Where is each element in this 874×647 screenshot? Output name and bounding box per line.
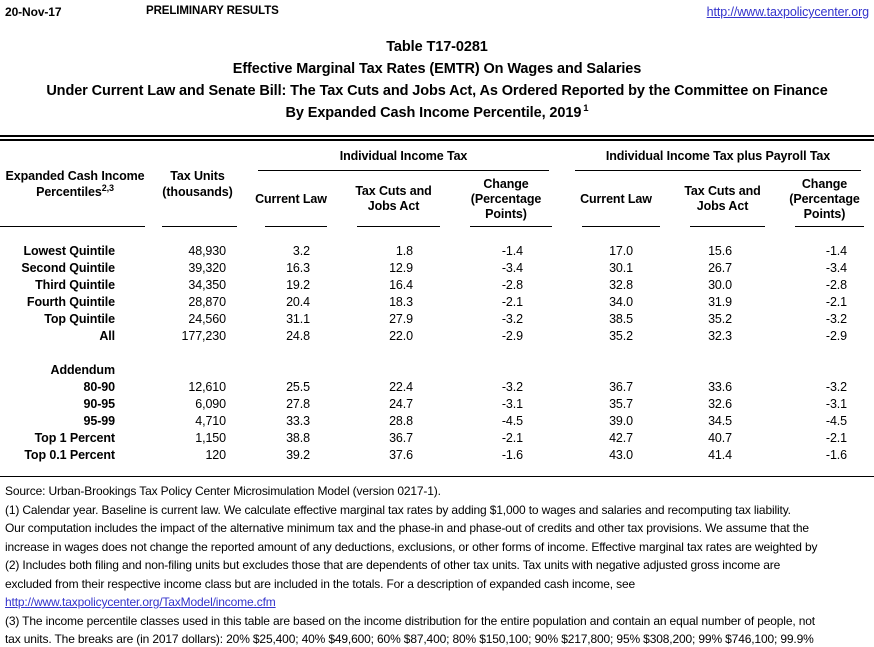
- cell: 24,560: [188, 312, 226, 326]
- col-header-tcja: Tax Cuts and Jobs Act: [337, 171, 450, 227]
- cell: 36.7: [389, 431, 413, 445]
- row-label: Second Quintile: [21, 261, 115, 275]
- cell: 25.5: [286, 380, 310, 394]
- cell: 32.3: [708, 329, 732, 343]
- row-label: Fourth Quintile: [26, 295, 115, 309]
- cell: -1.6: [825, 448, 848, 462]
- cell: 39.2: [286, 448, 310, 462]
- cell: 20.4: [286, 295, 310, 309]
- footnote-1-line: (1) Calendar year. Baseline is current law. We calculate effective marginal tax rates by adding $1,000 to wages and salaries and recomputing tax liability.: [5, 502, 791, 517]
- cell: -2.8: [825, 278, 848, 292]
- cell: 1,150: [195, 431, 226, 445]
- cell: 15.6: [708, 244, 732, 258]
- col-header-change-payroll: Change (Percentage Points): [775, 171, 874, 227]
- cell: 28,870: [188, 295, 226, 309]
- cell: 17.0: [609, 244, 633, 258]
- title-block: [0, 36, 874, 124]
- cell: 31.1: [286, 312, 310, 326]
- cell: 24.8: [286, 329, 310, 343]
- source-note: Source: Urban-Brookings Tax Policy Center Microsimulation Model (version 0217-1).: [5, 484, 441, 498]
- cell: 39,320: [188, 261, 226, 275]
- cell: 35.2: [609, 329, 633, 343]
- cell: -2.1: [825, 431, 848, 445]
- cell: 33.3: [286, 414, 310, 428]
- addendum-header-row: [0, 362, 874, 379]
- footnote-1-line: increase in wages does not change the reported amount of any deductions, exclusions, or other forms of income. Effective marginal tax rates are weighted by: [5, 539, 818, 554]
- cell: -4.5: [501, 414, 523, 428]
- cell: 3.2: [292, 244, 310, 258]
- table-row: [0, 243, 874, 260]
- cell: -3.2: [501, 312, 523, 326]
- table-subtitle-3: By Expanded Cash Income Percentile, 2019 $^1$: [285, 103, 589, 121]
- cell: 28.8: [389, 414, 413, 428]
- cell: 6,090: [195, 397, 226, 411]
- group-header-individual-income-tax: Individual Income Tax: [245, 141, 562, 171]
- cell: -2.9: [825, 329, 848, 343]
- cell: 27.8: [286, 397, 310, 411]
- cell: 37.6: [389, 448, 413, 462]
- preliminary-results-label: PRELIMINARY RESULTS: [146, 5, 279, 17]
- tax-units-header: Tax Units (thousands): [150, 141, 245, 227]
- table-number-title: Table T17-0281: [386, 39, 488, 55]
- cell: -3.1: [501, 397, 523, 411]
- cell: 31.9: [708, 295, 732, 309]
- footnote-ref-2-3: 2,3: [101, 182, 114, 193]
- cell: 33.6: [708, 380, 732, 394]
- table-row: [0, 447, 874, 464]
- top-bar: [0, 0, 874, 23]
- footnotes: [0, 477, 874, 647]
- row-label: 90-95: [83, 397, 115, 411]
- cell: 18.3: [389, 295, 413, 309]
- cell: 12.9: [389, 261, 413, 275]
- cell: 42.7: [609, 431, 633, 445]
- cell: 22.4: [389, 380, 413, 394]
- cell: -2.1: [825, 295, 848, 309]
- footnote-1-line: Our computation includes the impact of the alternative minimum tax and the phase-in and phase-out of credits and other tax provisions. We assume that the: [5, 521, 809, 535]
- cell: -1.4: [825, 244, 848, 258]
- report-date: 20-Nov-17: [5, 5, 62, 19]
- footnote-ref-1: 1: [583, 103, 589, 115]
- emtr-table: [0, 141, 874, 464]
- row-label: Lowest Quintile: [23, 244, 115, 258]
- cell: 43.0: [609, 448, 633, 462]
- cell: 27.9: [389, 312, 413, 326]
- row-label: 95-99: [83, 414, 115, 428]
- income-cfm-link[interactable]: http://www.taxpolicycenter.org/TaxModel/income.cfm: [5, 595, 276, 609]
- cell: 16.4: [389, 278, 413, 292]
- table-row: [0, 413, 874, 430]
- footnote-2-line: excluded from their respective income class but are included in the totals. For a description of expanded cash income, see: [5, 576, 636, 591]
- cell: 177,230: [181, 329, 226, 343]
- cell: 12,610: [188, 380, 226, 394]
- cell: 48,930: [188, 244, 226, 258]
- col-header-tcja-payroll: Tax Cuts and Jobs Act: [670, 171, 775, 227]
- cell: -2.1: [501, 431, 523, 445]
- cell: 16.3: [286, 261, 310, 275]
- table-row: [0, 430, 874, 447]
- spacer-row: [0, 227, 874, 243]
- table-row: [0, 277, 874, 294]
- group-header-row: [0, 141, 874, 171]
- table-subtitle-1: Effective Marginal Tax Rates (EMTR) On Wages and Salaries: [232, 61, 642, 77]
- table-row: [0, 311, 874, 328]
- cell: 40.7: [708, 431, 732, 445]
- table-row: [0, 328, 874, 345]
- footnote-2-link-line: [5, 593, 869, 612]
- cell: -1.6: [501, 448, 523, 462]
- footnote-3-line: tax units. The breaks are (in 2017 dollars): 20% $25,400; 40% $49,600; 60% $87,400; 80% $150,100; 90% $217,800; 95% $308,200; 99% $746,100; 99.9%: [5, 632, 814, 646]
- cell: 34.0: [609, 295, 633, 309]
- cell: 24.7: [389, 397, 413, 411]
- blank-row: [0, 345, 874, 362]
- cell: -3.2: [501, 380, 523, 394]
- cell: -3.4: [825, 261, 848, 275]
- row-label: 80-90: [83, 380, 115, 394]
- cell: 4,710: [195, 414, 226, 428]
- cell: 34,350: [188, 278, 226, 292]
- cell: 1.8: [395, 244, 413, 258]
- cell: -4.5: [825, 414, 848, 428]
- cell: 35.2: [708, 312, 732, 326]
- cell: 38.5: [609, 312, 633, 326]
- cell: 19.2: [286, 278, 310, 292]
- table-row: [0, 260, 874, 277]
- cell: -2.1: [501, 295, 523, 309]
- col-header-current-law: Current Law: [245, 171, 337, 227]
- cell: 34.5: [708, 414, 732, 428]
- stub-header: Expanded Cash Income Percentiles$^{2,3}$: [0, 141, 150, 227]
- addendum-label: Addendum: [50, 363, 115, 377]
- taxpolicycenter-link[interactable]: http://www.taxpolicycenter.org: [706, 5, 869, 19]
- footnote-3-line: (3) The income percentile classes used in this table are based on the income distribution for the entire population and contain an equal number of people, not: [5, 613, 815, 628]
- row-label: Top Quintile: [44, 312, 115, 326]
- table-subtitle-2: Under Current Law and Senate Bill: The Tax Cuts and Jobs Act, As Ordered Reported by the Committee on Finance: [46, 83, 828, 99]
- cell: 32.8: [609, 278, 633, 292]
- cell: 32.6: [708, 397, 732, 411]
- cell: -1.4: [501, 244, 523, 258]
- row-label: Third Quintile: [35, 278, 115, 292]
- col-header-change: Change (Percentage Points): [450, 171, 562, 227]
- row-label: All: [99, 329, 115, 343]
- cell: 38.8: [286, 431, 310, 445]
- cell: 35.7: [609, 397, 633, 411]
- cell: -3.2: [825, 312, 848, 326]
- group-header-income-plus-payroll-tax: Individual Income Tax plus Payroll Tax: [562, 141, 874, 171]
- cell: -3.2: [825, 380, 848, 394]
- cell: 30.0: [708, 278, 732, 292]
- cell: 36.7: [609, 380, 633, 394]
- row-label: Top 1 Percent: [34, 431, 115, 445]
- cell: 26.7: [708, 261, 732, 275]
- row-label: Top 0.1 Percent: [24, 448, 115, 462]
- cell: -2.9: [501, 329, 523, 343]
- table-row: [0, 396, 874, 413]
- cell: -3.4: [501, 261, 523, 275]
- cell: 30.1: [609, 261, 633, 275]
- table-row: [0, 294, 874, 311]
- cell: 39.0: [609, 414, 633, 428]
- cell: 120: [205, 448, 226, 462]
- cell: 41.4: [708, 448, 732, 462]
- cell: -2.8: [501, 278, 523, 292]
- footnote-2-line: (2) Includes both filing and non-filing units but excludes those that are dependents of other tax units. Tax units with negative adjusted gross income are: [5, 558, 781, 572]
- cell: -3.1: [825, 397, 848, 411]
- cell: 22.0: [389, 329, 413, 343]
- table-row: [0, 379, 874, 396]
- col-header-current-law-payroll: Current Law: [562, 171, 670, 227]
